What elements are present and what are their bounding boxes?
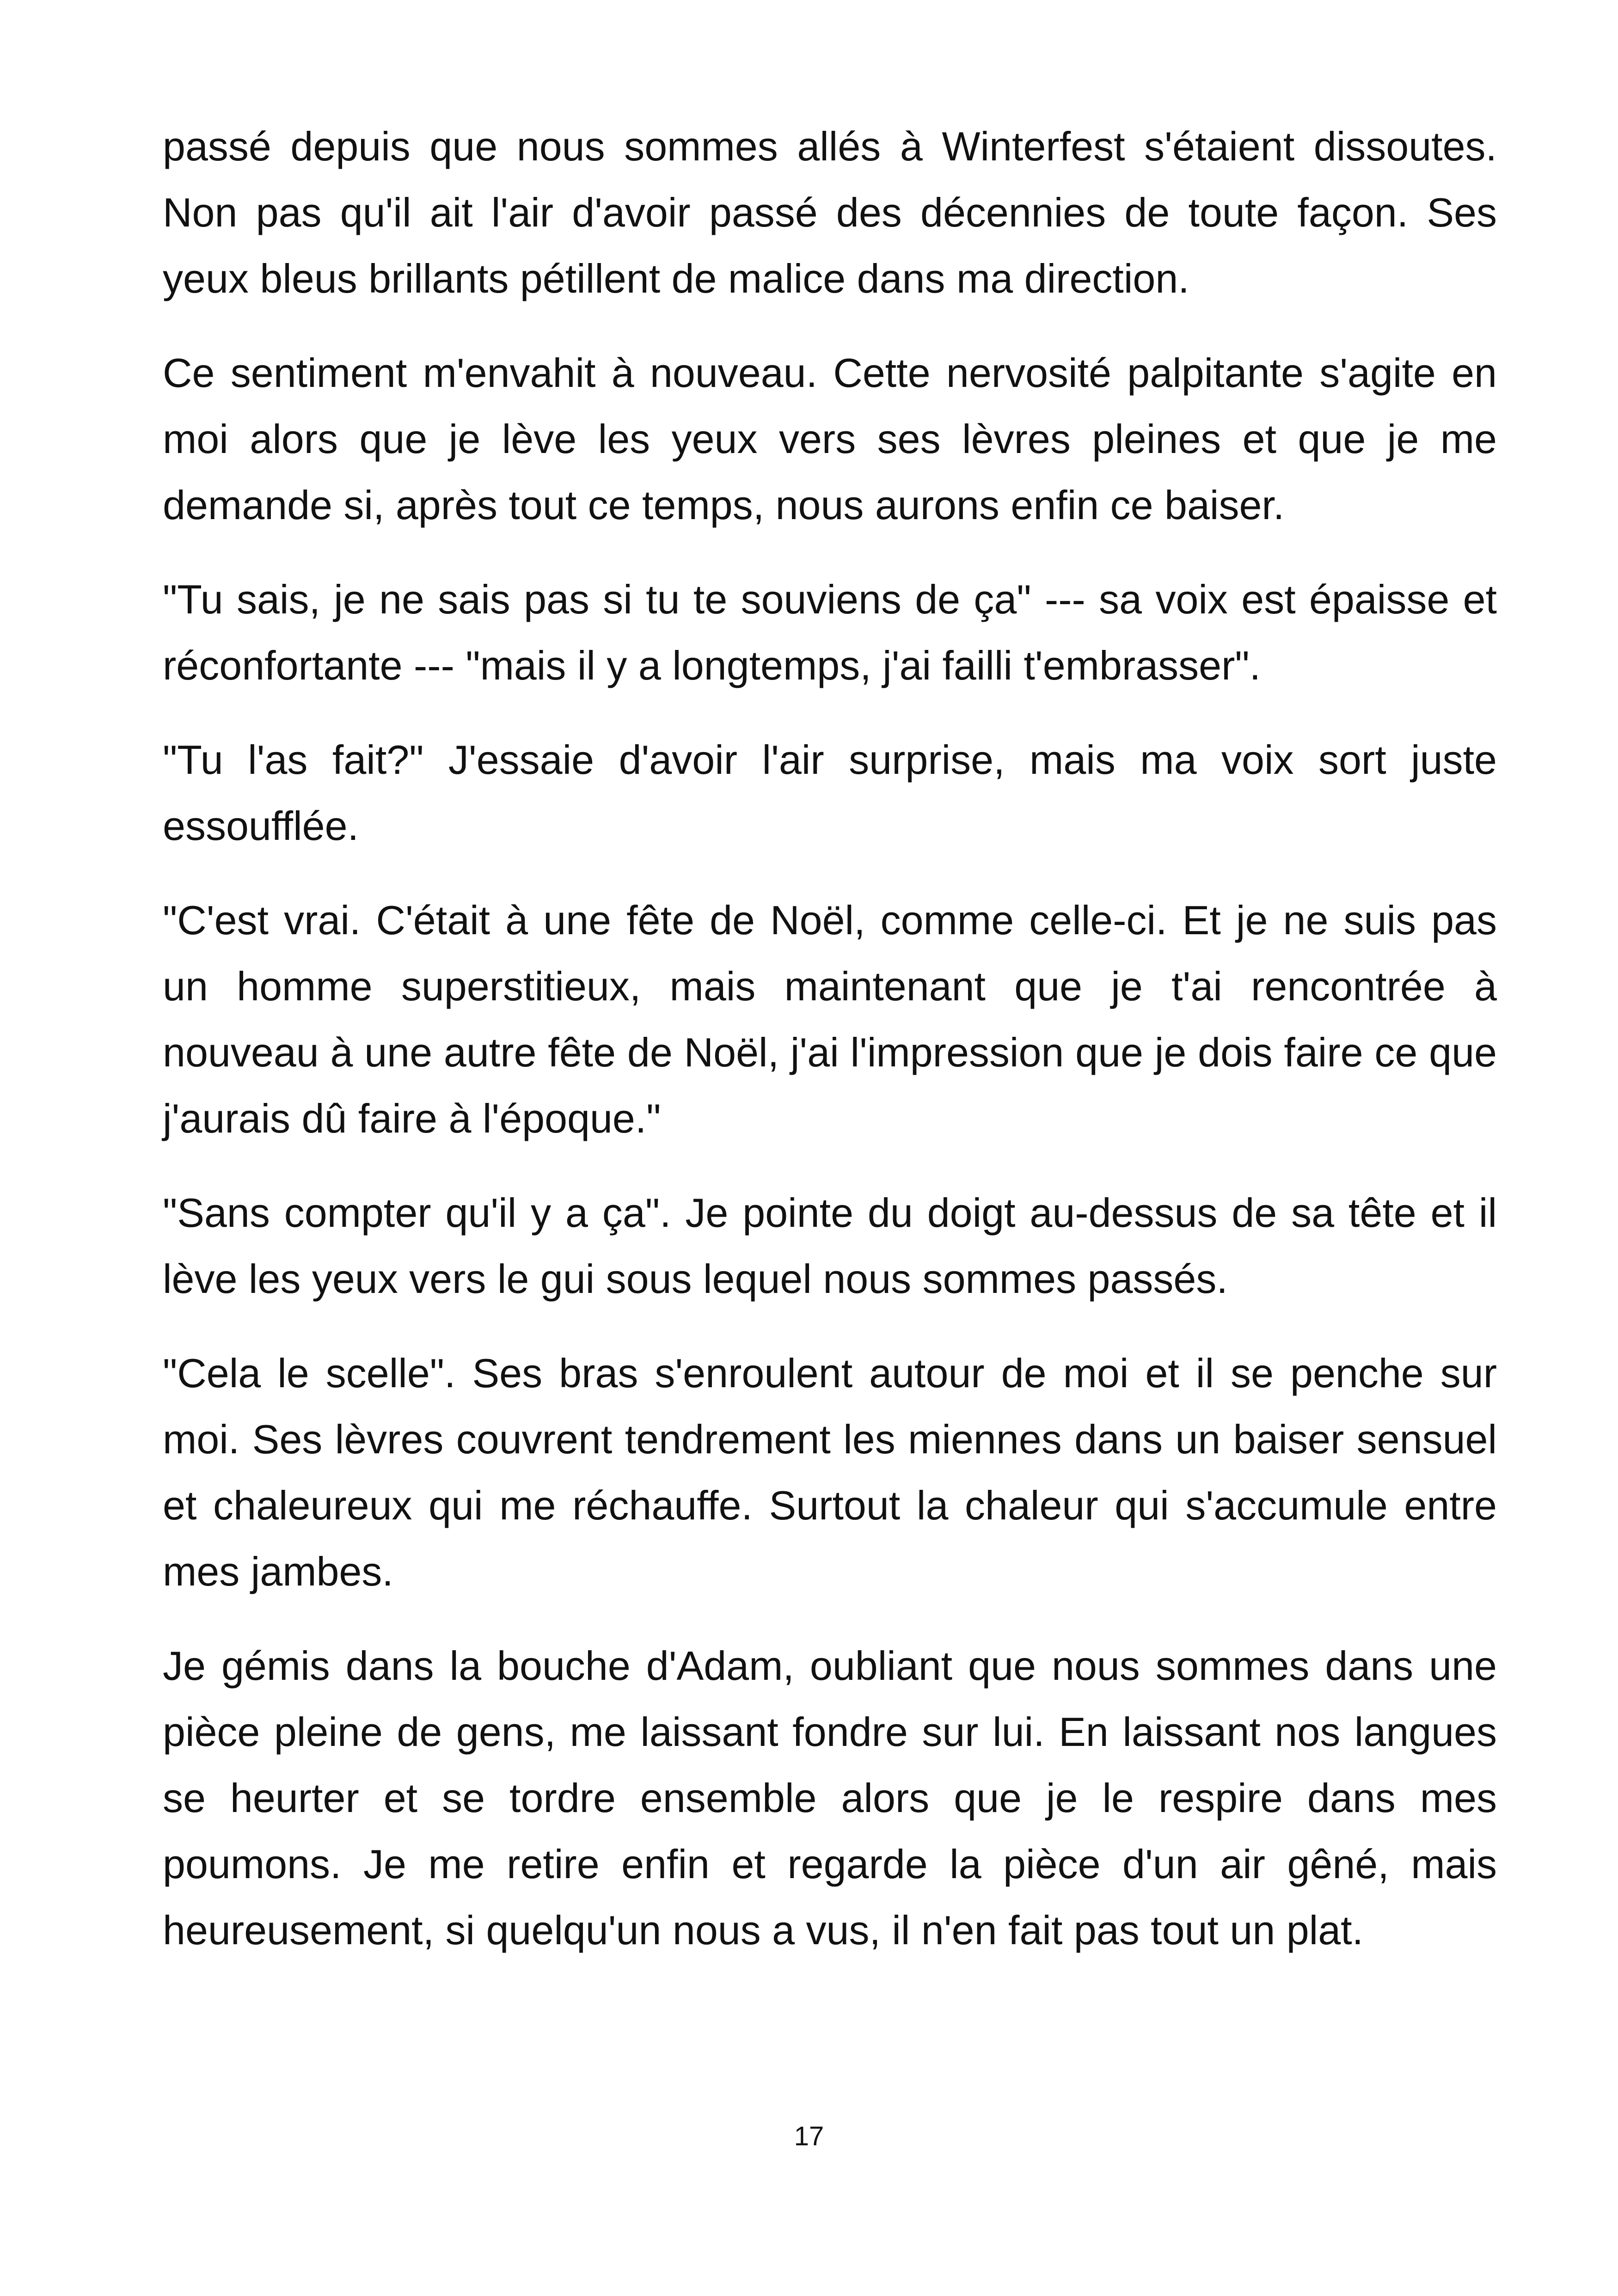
body-text	[163, 113, 1497, 1991]
paragraph: "C'est vrai. C'était à une fête de Noël, comme celle-ci. Et je ne suis pas un homme superstitieux, mais maintenant que je t'ai rencontrée à nouveau à une autre fête de Noël, j'ai l'impression que je dois faire ce que j'aurais dû faire à l'époque."	[163, 897, 1497, 1141]
paragraph: "Tu sais, je ne sais pas si tu te souviens de ça" --- sa voix est épaisse et réconfortante --- "mais il y a longtemps, j'ai failli t'embrasser".	[163, 576, 1497, 688]
paragraph: "Sans compter qu'il y a ça". Je pointe du doigt au-dessus de sa tête et il lève les yeux vers le gui sous lequel nous sommes passés.	[163, 1190, 1497, 1302]
paragraph: "Cela le scelle". Ses bras s'enroulent autour de moi et il se penche sur moi. Ses lèvres couvrent tendrement les miennes dans un baiser sensuel et chaleureux qui me réchauffe. Surtout la chaleur qui s'accumule entre mes jambes.	[163, 1350, 1497, 1594]
paragraph: Je gémis dans la bouche d'Adam, oubliant que nous sommes dans une pièce pleine de gens, me laissant fondre sur lui. En laissant nos langues se heurter et se tordre ensemble alors que je le respire dans mes poumons. Je me retire enfin et regarde la pièce d'un air gêné, mais heureusement, si quelqu'un nous a vus, il n'en fait pas tout un plat.	[163, 1643, 1497, 1953]
paragraph: Ce sentiment m'envahit à nouveau. Cette nervosité palpitante s'agite en moi alors que je lève les yeux vers ses lèvres pleines et que je me demande si, après tout ce temps, nous aurons enfin ce baiser.	[163, 350, 1497, 528]
paragraph: passé depuis que nous sommes allés à Winterfest s'étaient dissoutes. Non pas qu'il ait l'air d'avoir passé des décennies de toute façon. Ses yeux bleus brillants pétillent de malice dans ma direction.	[163, 123, 1497, 301]
paragraph: "Tu l'as fait?" J'essaie d'avoir l'air surprise, mais ma voix sort juste essoufflée.	[163, 737, 1497, 849]
page-number: 17	[794, 2121, 824, 2151]
